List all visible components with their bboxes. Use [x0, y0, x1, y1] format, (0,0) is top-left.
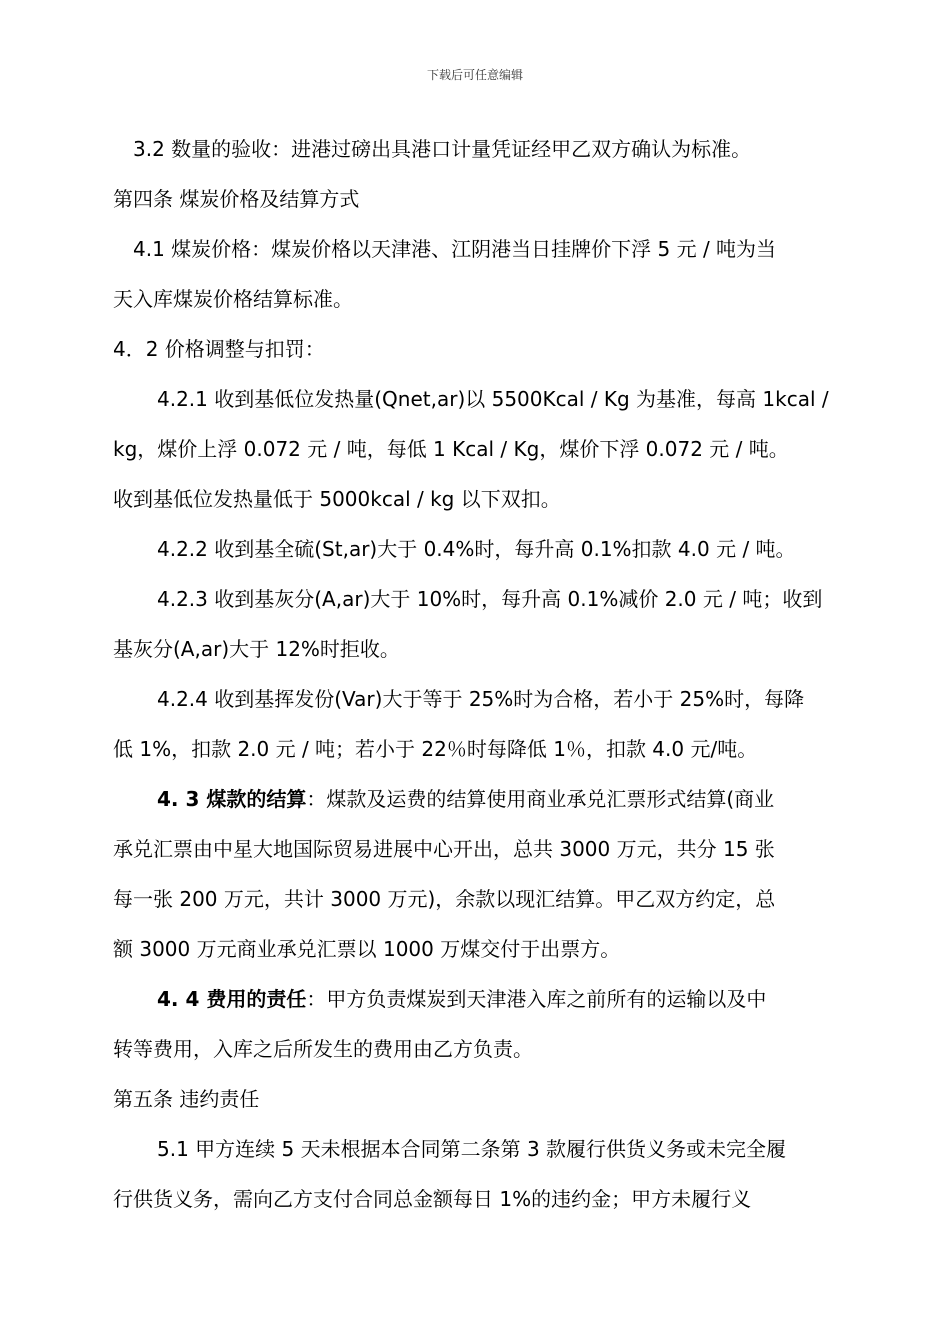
paragraph-line: 转等费用，入库之后所发生的费用由乙方负责。 — [113, 1037, 533, 1061]
document-body — [113, 124, 843, 1224]
paragraph-line: 4.2.4 收到基挥发份(Var)大于等于 25%时为合格，若小于 25%时，每降 — [157, 687, 805, 711]
paragraph-line: 收到基低位发热量低于 5000kcal / kg 以下双扣。 — [113, 487, 561, 511]
subsection-heading: 4．2 价格调整与扣罚： — [113, 337, 325, 361]
paragraph-line: 5.1 甲方连续 5 天未根据本合同第二条第 3 款履行供货义务或未完全履 — [157, 1137, 787, 1161]
clause-text: ：甲方负责煤炭到天津港入库之前所有的运输以及中 — [306, 987, 767, 1011]
paragraph-line: kg，煤价上浮 0.072 元 / 吨，每低 1 Kcal / Kg，煤价下浮 0.072 元 / 吨。 — [113, 437, 789, 461]
paragraph-line — [113, 774, 843, 824]
paragraph-line — [113, 974, 843, 1024]
page-header: 下载后可任意编辑 — [426, 68, 523, 82]
paragraph-line: 4.2.1 收到基低位发热量(Qnet,ar)以 5500Kcal / Kg 为基准，每高 1kcal / — [157, 387, 829, 411]
paragraph-line: 额 3000 万元商业承兑汇票以 1000 万煤交付于出票方。 — [113, 937, 621, 961]
paragraph-line: 天入库煤炭价格结算标准。 — [113, 287, 353, 311]
paragraph-line: 3.2 数量的验收：进港过磅出具港口计量凭证经甲乙双方确认为标准。 — [133, 137, 752, 161]
clause-text: ：煤款及运费的结算使用商业承兑汇票形式结算(商业 — [306, 787, 775, 811]
paragraph-line: 4.2.2 收到基全硫(St,ar)大于 0.4%时，每升高 0.1%扣款 4.0 元 / 吨。 — [157, 537, 796, 561]
paragraph-line: 4.2.3 收到基灰分(A,ar)大于 10%时，每升高 0.1%减价 2.0 元 / 吨；收到 — [157, 587, 823, 611]
paragraph-line: 行供货义务，需向乙方支付合同总金额每日 1%的违约金；甲方未履行义 — [113, 1187, 752, 1211]
paragraph-line: 低 1%，扣款 2.0 元 / 吨；若小于 22％时每降低 1％，扣款 4.0 元/吨。 — [113, 737, 758, 761]
clause-label: 4. 4 费用的责任 — [157, 987, 307, 1011]
paragraph-line: 基灰分(A,ar)大于 12%时拒收。 — [113, 637, 400, 661]
clause-label: 4. 3 煤款的结算 — [157, 787, 307, 811]
paragraph-line: 4.1 煤炭价格：煤炭价格以天津港、江阴港当日挂牌价下浮 5 元 / 吨为当 — [133, 237, 777, 261]
section-heading: 第四条 煤炭价格及结算方式 — [113, 187, 360, 211]
paragraph-line: 承兑汇票由中星大地国际贸易进展中心开出，总共 3000 万元，共分 15 张 — [113, 837, 775, 861]
paragraph-line: 每一张 200 万元，共计 3000 万元)，余款以现汇结算。甲乙双方约定，总 — [113, 887, 776, 911]
section-heading: 第五条 违约责任 — [113, 1087, 260, 1111]
